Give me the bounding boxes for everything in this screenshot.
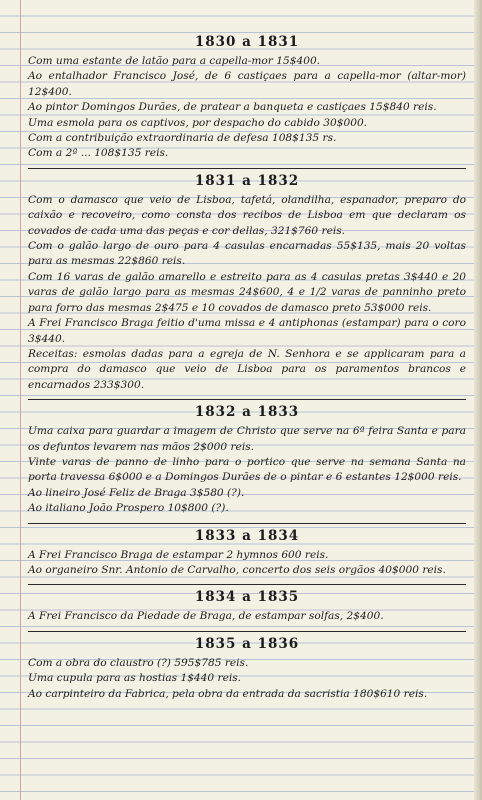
entry: Com a obra do claustro (?) 595$785 reis.	[28, 656, 249, 669]
entry: A Frei Francisco Braga feitio d'uma missa e 4 antiphonas (estampar) para o coro 3$440.	[28, 317, 466, 345]
section-divider	[28, 168, 466, 169]
entry: Com uma estante de latão para a capella-mor 15$400.	[28, 55, 321, 67]
entry: Com a contribuição extraordinaria de defesa 108$135 rs.	[28, 132, 337, 145]
entry: Uma esmola para os captivos, por despacho do cabido 30$000.	[28, 116, 368, 129]
section-1830-1831	[28, 34, 466, 162]
entry: A Frei Francisco da Piedade de Braga, de estampar solfas, 2$400.	[28, 610, 384, 623]
section-divider	[28, 523, 466, 524]
entry: Uma cupula para as hostias 1$440 reis.	[28, 672, 242, 685]
entry: Ao organeiro Snr. Antonio de Carvalho, concerto dos seis orgãos 40$000 reis.	[28, 563, 446, 576]
entry: Ao pintor Domingos Durães, de pratear a banqueta e castiçaes 15$840 reis.	[28, 101, 437, 114]
entry: Com a 2ª ... 108$135 reis.	[28, 147, 169, 160]
section-divider	[28, 584, 466, 585]
entry: Uma caixa para guardar a imagem de Christo que serve na 6ª feira Santa e para os defuntos levarem nas mãos 2$000 reis.	[28, 425, 466, 453]
entry: Ao entalhador Francisco José, de 6 castiçaes para a capella-mor (altar-mor) 12$400.	[28, 70, 466, 98]
section-1834-1835	[28, 589, 466, 624]
entry: Com 16 varas de galão amarello e estreito para as 4 casulas pretas 3$440 e 20 varas de galão largo para as mesmas 24$600, 4 e 1/2 varas de panninho preto para forro das mesmas 2$475 e 10 covados de damasco preto 53$000 reis.	[28, 270, 466, 314]
section-heading: 1831 a 1832	[194, 172, 300, 189]
entry: A Frei Francisco Braga de estampar 2 hymnos 600 reis.	[28, 548, 329, 561]
entry: Ao lineiro José Feliz de Braga 3$580 (?).	[28, 486, 245, 499]
section-divider	[28, 399, 466, 400]
section-1835-1836	[28, 636, 466, 702]
section-1832-1833	[28, 404, 466, 516]
section-1833-1834	[28, 528, 466, 579]
entry: Vinte varas de panno de linho para o portico que serve na semana Santa na porta travessa 6$000 e a Domingos Durães de o pintar e 6 estantes 12$000 reis.	[28, 455, 466, 484]
section-heading: 1835 a 1836	[194, 635, 300, 652]
section-divider	[28, 631, 466, 632]
section-heading: 1832 a 1833	[194, 404, 300, 421]
section-heading: 1833 a 1834	[194, 527, 300, 544]
section-heading: 1830 a 1831	[194, 34, 300, 50]
ledger-content	[28, 30, 466, 708]
entry: Receitas: esmolas dadas para a egreja de N. Senhora e se applicaram para a compra do damasco que veio de Lisboa para os paramentos brancos e encarnados 233$300.	[28, 347, 466, 391]
entry: Com o galão largo de ouro para 4 casulas encarnadas 55$135, mais 20 voltas para as mesmas 22$860 reis.	[28, 240, 466, 268]
entry: Ao carpinteiro da Fabrica, pela obra da entrada da sacristia 180$610 reis.	[28, 687, 428, 700]
entry: Com o damasco que veio de Lisboa, tafetá, olandilha, espanador, preparo do caixão e recoveiro, como consta dos recibos de Lisboa em que declaram os covados de cada uma das peças e cor dellas, 321$760 reis.	[28, 193, 466, 237]
entry: Ao italiano João Prospero 10$800 (?).	[28, 502, 229, 515]
section-heading: 1834 a 1835	[194, 589, 300, 606]
section-1831-1832	[28, 173, 466, 393]
